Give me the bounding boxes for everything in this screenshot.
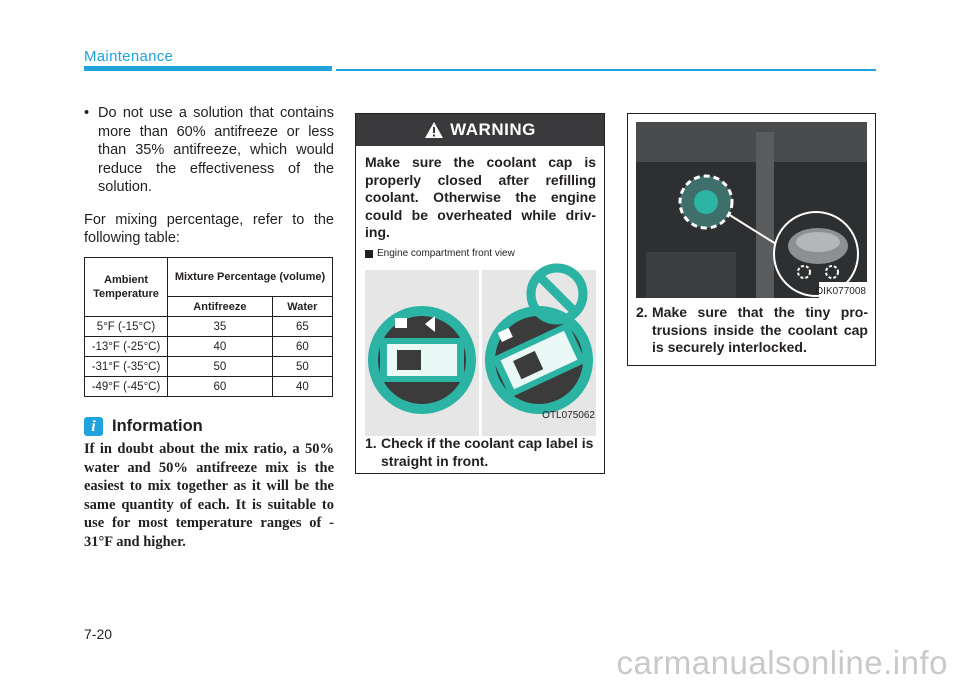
step-number: 2. bbox=[636, 304, 648, 320]
info-icon: i bbox=[84, 417, 103, 436]
header-temperature: Ambient Temperature bbox=[85, 258, 168, 317]
bullet-dot: • bbox=[84, 105, 90, 121]
header-mixture: Mixture Percentage (volume) bbox=[168, 258, 333, 297]
warning-triangle-icon bbox=[424, 121, 444, 139]
engine-compartment-photo bbox=[636, 122, 867, 298]
cell-temperature: 5°F (-15°C) bbox=[85, 317, 168, 337]
cell-water: 60 bbox=[272, 337, 332, 357]
figure-box bbox=[627, 113, 876, 366]
cell-water: 40 bbox=[272, 377, 332, 397]
table-row bbox=[85, 377, 333, 397]
cell-temperature: -13°F (-25°C) bbox=[85, 337, 168, 357]
warning-banner bbox=[356, 114, 604, 146]
information-title: Information bbox=[112, 417, 203, 435]
warning-text: Make sure the coolant cap is properly closed after refilling coolant. Otherwise the engine could be overheated while driv-ing. bbox=[365, 154, 596, 240]
page-number: 7-20 bbox=[84, 626, 113, 642]
step-text: Check if the coolant cap label is straight in front. bbox=[381, 435, 594, 469]
table-intro: For mixing percentage, refer to the following table: bbox=[84, 211, 334, 246]
information-heading bbox=[84, 417, 203, 436]
caption-text: Engine compartment front view bbox=[377, 248, 515, 259]
cell-water: 50 bbox=[272, 357, 332, 377]
cap-correct-icon bbox=[368, 306, 476, 414]
header-rule-thin bbox=[336, 69, 876, 71]
cell-antifreeze: 50 bbox=[168, 357, 273, 377]
table-row bbox=[85, 357, 333, 377]
caption-square-icon bbox=[365, 250, 373, 258]
figure-code: OTL075062 bbox=[542, 410, 595, 421]
step-2 bbox=[636, 304, 868, 357]
step-number: 1. bbox=[365, 435, 377, 451]
mixture-table bbox=[84, 257, 333, 397]
watermark: carmanualsonline.info bbox=[616, 644, 948, 681]
figure-code: OIK077008 bbox=[815, 286, 866, 297]
cell-antifreeze: 60 bbox=[168, 377, 273, 397]
information-body: If in doubt about the mix ratio, a 50% water and 50% antifreeze mix is the easiest to mix together as it will be the same quantity of each. It is suitable to use for most temperature ranges of - 31°F and higher. bbox=[84, 441, 334, 550]
cell-temperature: -31°F (-35°C) bbox=[85, 357, 168, 377]
warning-box bbox=[355, 113, 605, 474]
cell-antifreeze: 40 bbox=[168, 337, 273, 357]
bullet-text: Do not use a solution that contains more than 60% antifreeze or less than 35% antifreeze, which would reduce the effectiveness of the solution. bbox=[98, 105, 334, 195]
left-column bbox=[84, 104, 334, 248]
table-row bbox=[85, 337, 333, 357]
cell-water: 65 bbox=[272, 317, 332, 337]
section-title: Maintenance bbox=[84, 48, 174, 65]
header-antifreeze: Antifreeze bbox=[168, 297, 273, 317]
header-rule bbox=[84, 66, 332, 71]
step-text: Make sure that the tiny pro-trusions inside the coolant cap is securely interlocked. bbox=[652, 304, 868, 355]
table-row bbox=[85, 317, 333, 337]
cell-antifreeze: 35 bbox=[168, 317, 273, 337]
bullet-item bbox=[84, 104, 334, 197]
cell-temperature: -49°F (-45°C) bbox=[85, 377, 168, 397]
figure-caption bbox=[365, 248, 515, 259]
warning-label: WARNING bbox=[450, 120, 536, 139]
header-water: Water bbox=[272, 297, 332, 317]
step-1 bbox=[365, 435, 597, 470]
